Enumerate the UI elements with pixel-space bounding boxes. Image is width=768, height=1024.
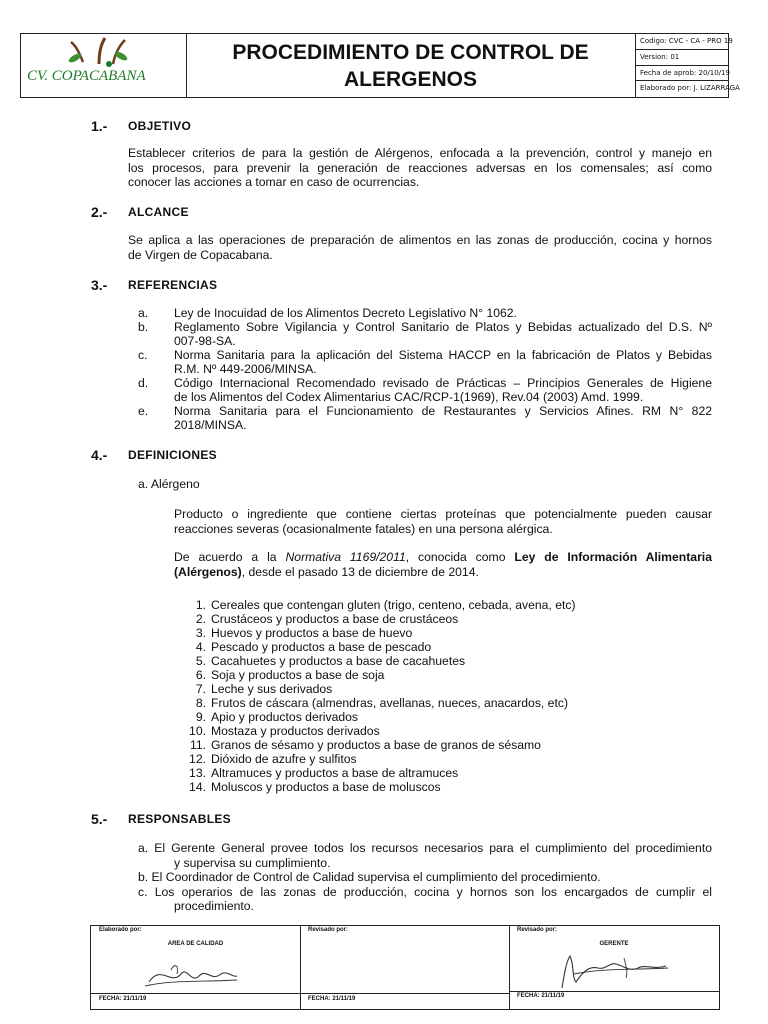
list-marker: e. [138, 404, 149, 418]
reference-line: Norma Sanitaria para el Funcionamiento de Restaurantes y Servicios Afines. RM N° 822 [174, 404, 712, 418]
reference-line: 007-98-SA. [174, 334, 236, 348]
signature-icon [554, 948, 674, 992]
regulation-text: , desde el pasado 13 de diciembre de 2014. [241, 564, 479, 579]
allergen-number: 13. [189, 766, 206, 780]
allergen-item: Granos de sésamo y productos a base de granos de sésamo [211, 738, 541, 752]
allergen-definition [174, 507, 712, 536]
approval-label: Revisado por: [517, 927, 558, 933]
approval-date: FECHA: 21/11/19 [99, 996, 147, 1002]
scope-paragraph [128, 233, 712, 262]
logo-icon [21, 34, 181, 70]
allergen-item: Cacahuetes y productos a base de cacahuetes [211, 654, 466, 668]
row-divider [509, 991, 719, 992]
section-number: 1.- [91, 118, 108, 134]
reference-item [174, 348, 712, 376]
list-marker: a. [138, 306, 149, 320]
allergen-number: 8. [195, 696, 206, 710]
signature-icon [141, 956, 241, 992]
allergen-item: Huevos y productos a base de huevo [211, 626, 413, 640]
approval-label: Revisado por: [308, 927, 349, 933]
regulation-paragraph [174, 550, 712, 579]
allergen-item: Frutos de cáscara (almendras, avellanas, nueces, anacardos, etc) [211, 696, 569, 710]
reference-item [174, 376, 712, 404]
meta-approval-date: Fecha de aprob: 20/10/19 [636, 66, 728, 82]
reference-item [174, 306, 712, 320]
paragraph-line: los procesos, para prevenir la generación de reacciones adversas en los comensales; así como [128, 160, 712, 175]
meta-cell [636, 34, 740, 97]
allergen-item: Pescado y productos a base de pescado [211, 640, 432, 654]
allergen-number: 2. [195, 612, 206, 626]
responsible-line: c. Los operarios de las zonas de producción, cocina y hornos son los encargados de cumplir el [138, 884, 712, 899]
reference-line: Norma Sanitaria para la aplicación del Sistema HACCP en la fabricación de Platos y Bebidas [174, 348, 712, 362]
law-name: Ley de Información Alimentaria [514, 550, 712, 564]
reference-line: de los Alimentos del Codex Alimentarius CAC/RCP-1(1969), Rev.04 (2003) Amd. 1999. [174, 390, 644, 404]
list-marker: d. [138, 376, 149, 390]
reference-line: 2018/MINSA. [174, 418, 247, 432]
allergen-item: Cereales que contengan gluten (trigo, centeno, cebada, avena, etc) [211, 598, 576, 612]
paragraph-line: Se aplica a las operaciones de preparación de alimentos en las zonas de producción, cocina y hornos [128, 233, 712, 247]
logo-cell [21, 34, 187, 97]
section-title: REFERENCIAS [128, 278, 218, 292]
objective-paragraph [128, 146, 712, 190]
allergen-number: 12. [189, 752, 206, 766]
regulation-text: , conocida como [405, 550, 515, 564]
meta-code: Codigo: CVC - CA - PRO 19 [636, 34, 728, 50]
paragraph-line [174, 550, 712, 565]
allergen-item: Moluscos y productos a base de moluscos [211, 780, 441, 794]
section-number: 5.- [91, 811, 108, 827]
meta-author: Elaborado por: J. LIZARRAGA [640, 84, 740, 93]
responsibles-list [138, 841, 712, 914]
paragraph-line [174, 565, 712, 580]
approval-label: Elaborado por: [99, 927, 142, 933]
document-title-line1: PROCEDIMIENTO DE CONTROL DE [232, 40, 589, 64]
allergen-number: 14. [189, 780, 206, 794]
responsible-line: y supervisa su cumplimiento. [174, 855, 331, 870]
section-number: 4.- [91, 447, 108, 463]
law-name: (Alérgenos) [174, 564, 242, 579]
allergen-item: Mostaza y productos derivados [211, 724, 380, 738]
approval-column [300, 926, 510, 1009]
approval-date: FECHA: 21/11/19 [308, 996, 356, 1002]
approval-column [91, 926, 301, 1009]
row-divider [91, 993, 300, 994]
reference-line: R.M. Nº 449-2006/MINSA. [174, 362, 317, 376]
paragraph-line: Producto o ingrediente que contiene ciertas proteínas que potencialmente pueden causar [174, 507, 712, 521]
paragraph-line: reacciones severas (ocasionalmente fatales) en una persona alérgica. [174, 521, 553, 536]
reference-item [174, 404, 712, 432]
paragraph-line: conocer las acciones a tomar en caso de ocurrencias. [128, 175, 420, 189]
logo-text: CV. COPACABANA [27, 68, 146, 84]
responsible-line: procedimiento. [174, 899, 254, 913]
allergen-number: 6. [195, 668, 206, 682]
document-title-line2: ALERGENOS [343, 67, 477, 91]
list-marker: c. [138, 348, 148, 362]
responsible-line: a. El Gerente General provee todos los recursos necesarios para el cumplimiento del procedimiento [138, 841, 712, 855]
definition-subtitle: a. Alérgeno [138, 477, 200, 491]
responsible-line: b. El Coordinador de Control de Calidad supervisa el cumplimiento del procedimiento. [138, 870, 601, 884]
document-header [20, 33, 740, 98]
allergen-item: Leche y sus derivados [211, 682, 333, 696]
reference-item [174, 320, 712, 348]
row-divider [300, 993, 509, 994]
approval-role: AREA DE CALIDAD [167, 941, 224, 947]
allergen-number: 10. [189, 724, 206, 738]
allergen-number: 5. [195, 654, 206, 668]
regulation-name: Normativa 1169/2011 [285, 550, 406, 564]
approval-role: GERENTE [599, 941, 629, 947]
paragraph-line: de Virgen de Copacabana. [128, 247, 273, 262]
allergen-number: 9. [195, 710, 206, 724]
allergen-item: Crustáceos y productos a base de crustáceos [211, 612, 459, 626]
section-number: 2.- [91, 204, 108, 220]
reference-line: Ley de Inocuidad de los Alimentos Decreto Legislativo N° 1062. [174, 306, 517, 320]
reference-line: Reglamento Sobre Vigilancia y Control Sanitario de Platos y Bebidas actualizado del D.S. Nº [174, 320, 712, 334]
title-cell [186, 34, 636, 97]
allergen-number: 7. [195, 682, 206, 696]
allergen-number: 1. [195, 598, 206, 612]
allergen-item: Apio y productos derivados [211, 710, 359, 724]
approval-column [509, 926, 719, 1009]
approval-table [90, 925, 720, 1010]
allergen-item: Dióxido de azufre y sulfitos [211, 752, 357, 766]
regulation-text: De acuerdo a la [174, 550, 286, 564]
section-title: DEFINICIONES [128, 448, 217, 462]
section-title: RESPONSABLES [128, 812, 231, 826]
paragraph-line: Establecer criterios de para la gestión de Alérgenos, enfocada a la prevención, control y manejo en [128, 146, 712, 160]
allergen-item: Altramuces y productos a base de altramuces [211, 766, 459, 780]
reference-line: Código Internacional Recomendado revisado de Prácticas – Principios Generales de Higiene [174, 376, 712, 390]
allergen-number: 11. [189, 738, 206, 752]
section-title: OBJETIVO [128, 119, 192, 133]
approval-date: FECHA: 21/11/19 [517, 993, 565, 999]
section-title: ALCANCE [128, 205, 189, 219]
list-marker: b. [138, 320, 149, 334]
allergen-number: 3. [195, 626, 206, 640]
meta-version: Version: 01 [636, 50, 728, 66]
allergen-item: Soja y productos a base de soja [211, 668, 385, 682]
allergen-number: 4. [195, 640, 206, 654]
section-number: 3.- [91, 277, 108, 293]
